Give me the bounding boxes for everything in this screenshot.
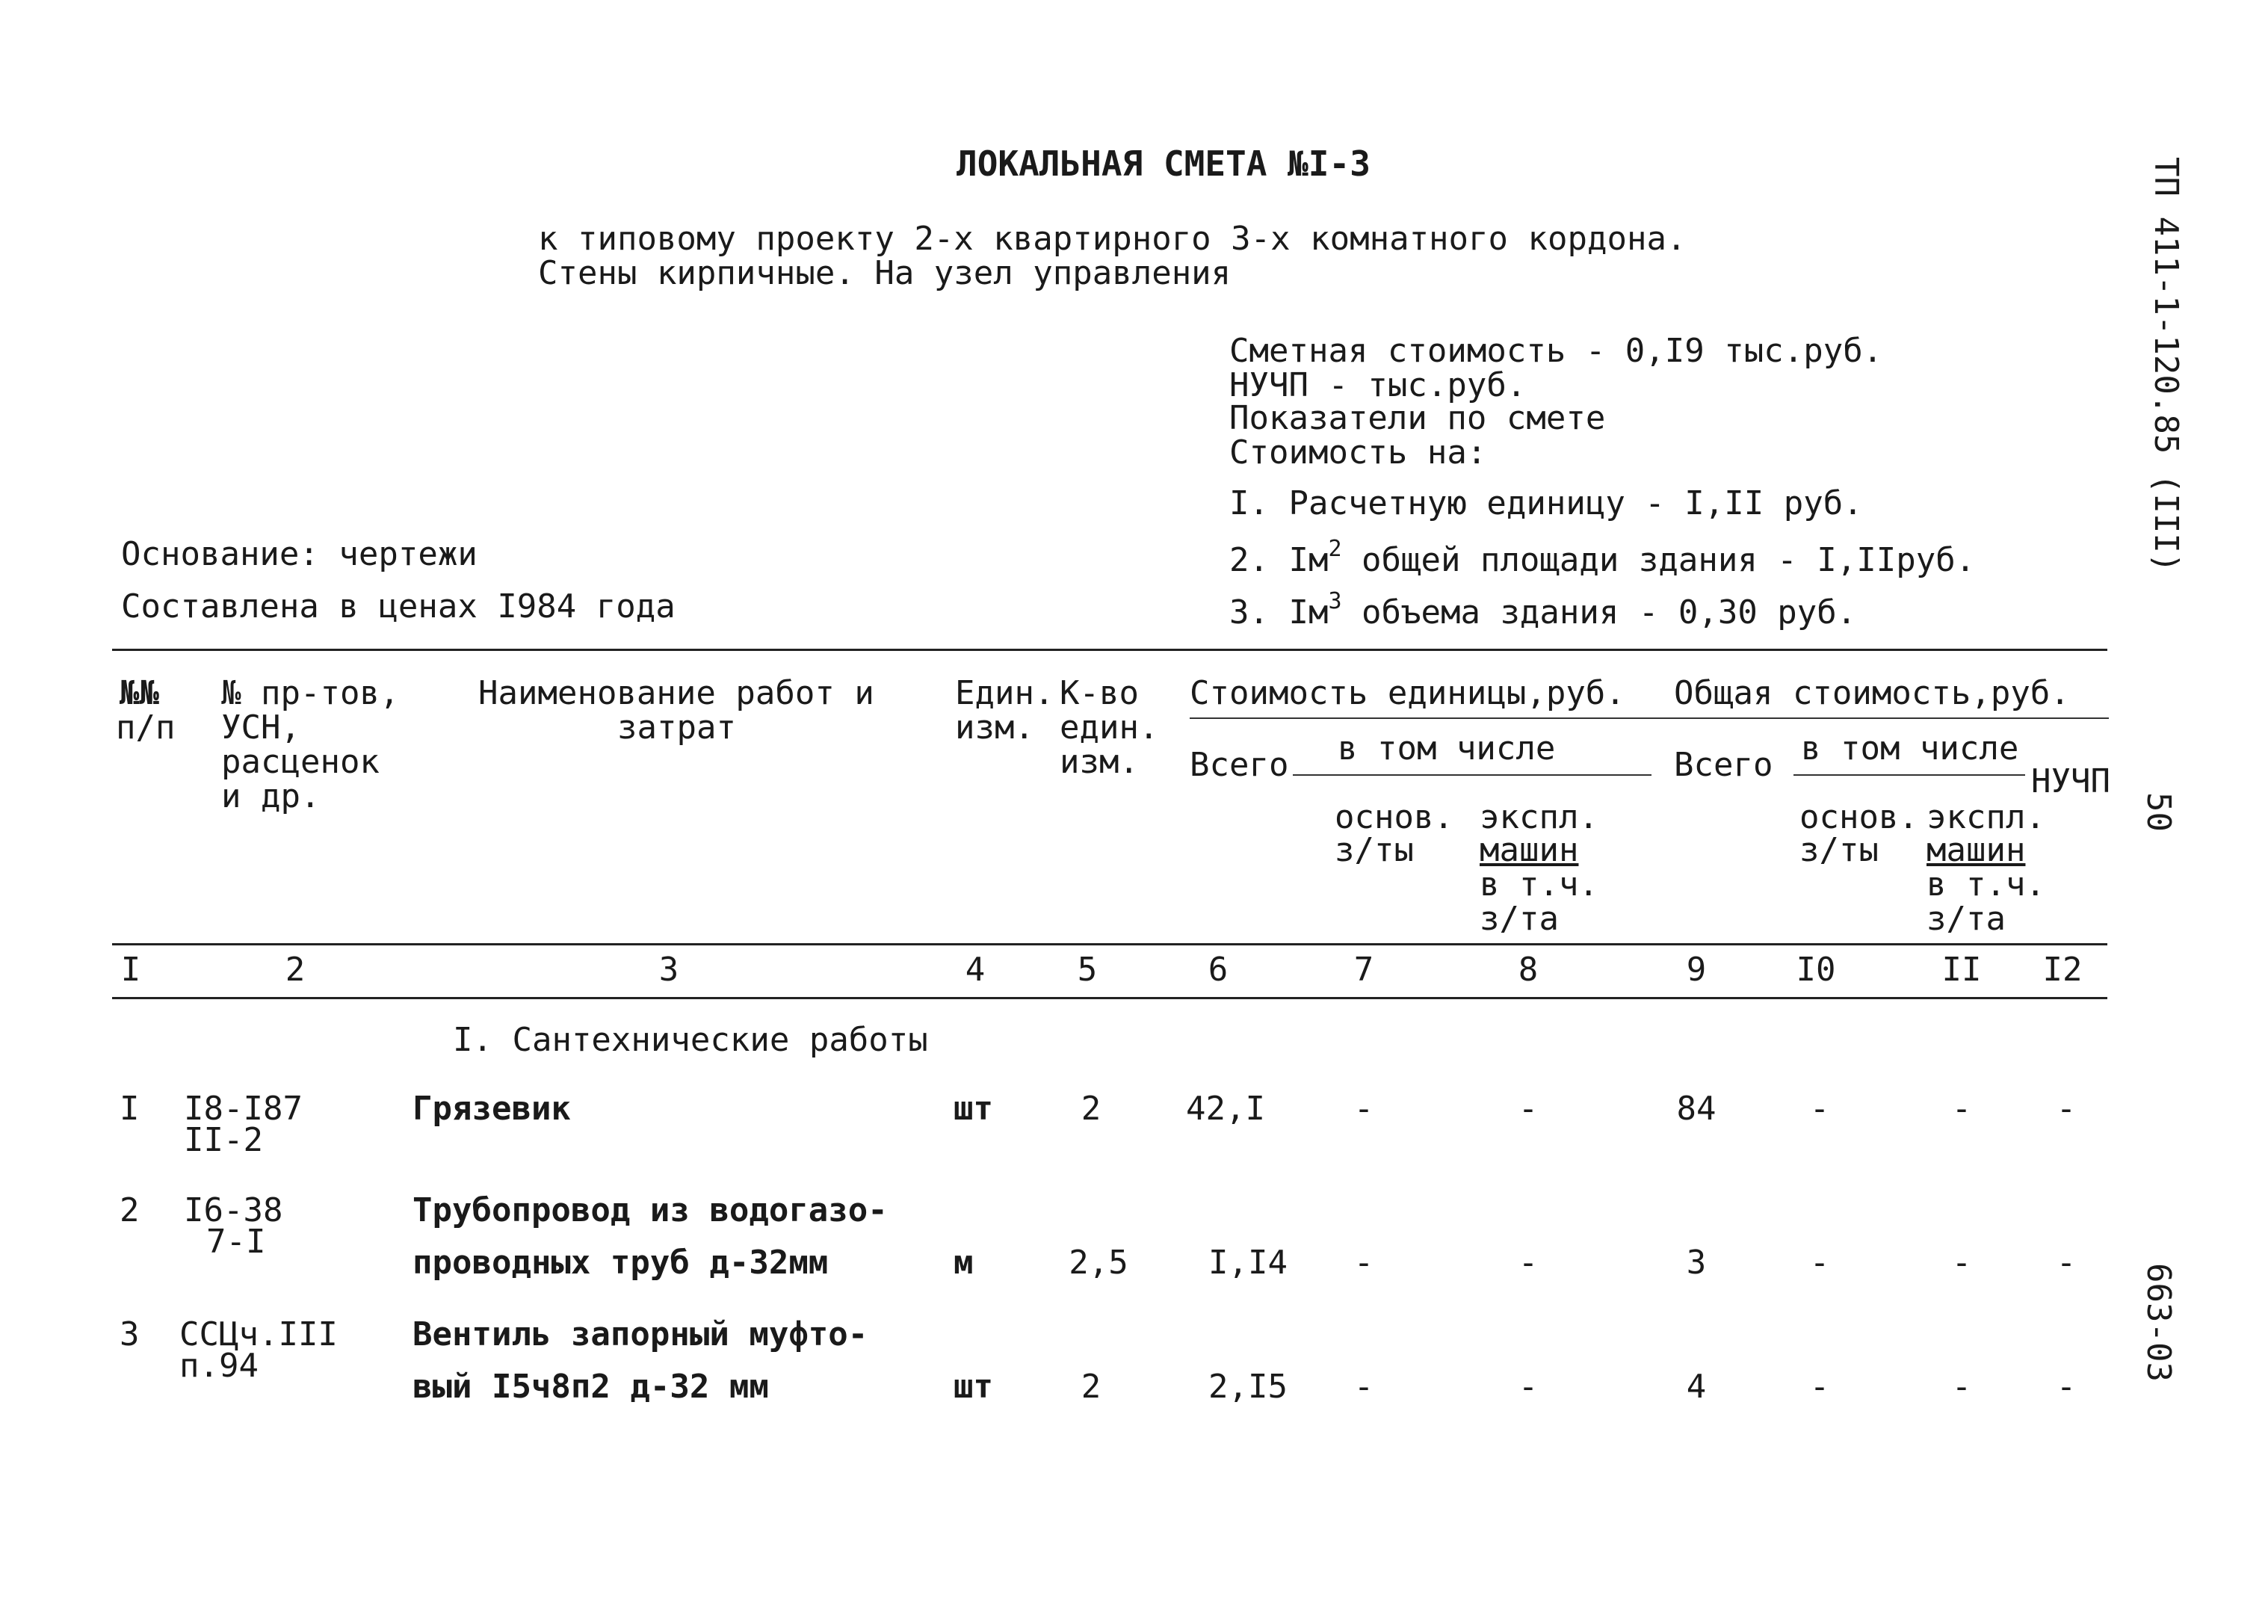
row-unit-total: I,I4 <box>1208 1244 1288 1282</box>
header-total-incl-rule <box>1793 774 2025 776</box>
row-unit-mach: - <box>1518 1090 1539 1128</box>
header-unit-ekspl: экспл. <box>1480 798 1598 836</box>
header-col3-line2: затрат <box>617 708 736 747</box>
header-col1-line2: п/п <box>116 708 176 747</box>
row-unit-wage: - <box>1353 1368 1374 1406</box>
row-total: 84 <box>1676 1090 1717 1128</box>
header-col4-line2: изм. <box>955 708 1034 747</box>
summary-indicators: Показатели по смете <box>1229 399 1606 437</box>
summary-cost-per: Стоимость на: <box>1229 433 1487 472</box>
basis-prices: Составлена в ценах I984 года <box>121 587 676 626</box>
col-number: 8 <box>1518 951 1539 989</box>
row-name-1: Вентиль запорный муфто- <box>412 1315 868 1353</box>
row-qty: 2,5 <box>1069 1244 1128 1282</box>
table-header-rule <box>112 943 2107 945</box>
header-unit-all: Всего <box>1190 746 1289 784</box>
col-number: 2 <box>285 951 306 989</box>
summary-nuchp: НУЧП - тыс.руб. <box>1229 366 1527 404</box>
row-total: 3 <box>1686 1244 1707 1282</box>
row-name-1: Грязевик <box>412 1090 571 1128</box>
row-num: 3 <box>120 1315 140 1353</box>
col-number: 3 <box>658 951 679 989</box>
row-name-2: вый I5ч8п2 д-32 мм <box>412 1368 769 1406</box>
row-nuchp: - <box>2056 1090 2077 1128</box>
header-col2-line4: и др. <box>221 777 321 815</box>
col-number: I <box>120 951 141 989</box>
col-number: 5 <box>1077 951 1098 989</box>
col-number: I0 <box>1796 951 1836 989</box>
header-col2-line1: № пр-тов, <box>221 674 400 712</box>
header-total-incl: в том числе <box>1801 729 2019 768</box>
page-number: 50 <box>2139 792 2178 832</box>
header-col2-line2: УСН, <box>221 708 300 747</box>
summary-cost: Сметная стоимость - 0,I9 тыс.руб. <box>1229 332 1883 370</box>
row-nuchp: - <box>2056 1244 2077 1282</box>
row-unit-total: 2,I5 <box>1208 1368 1288 1406</box>
row-unit-mach: - <box>1518 1244 1539 1282</box>
header-col5-line1: К-во <box>1060 674 1139 712</box>
row-total-mach: - <box>1951 1368 1972 1406</box>
row-unit-wage: - <box>1353 1244 1374 1282</box>
basis-drawings: Основание: чертежи <box>121 535 478 573</box>
row-code-2: II-2 <box>184 1121 263 1159</box>
header-cost-rule <box>1190 717 2109 719</box>
row-code-2: 7-I <box>206 1223 266 1261</box>
side-document-code: ТП 411-1-120.85 (III) <box>2147 157 2185 573</box>
col-number: II <box>1941 951 1982 989</box>
subtitle-line-2: Стены кирпичные. На узел управления <box>538 254 1232 292</box>
row-unit-total: 42,I <box>1186 1090 1265 1128</box>
row-total-mach: - <box>1951 1090 1972 1128</box>
row-num: I <box>120 1090 140 1128</box>
column-numbers-rule <box>112 997 2107 999</box>
section-heading: I. Сантехнические работы <box>453 1021 928 1059</box>
row-unit-wage: - <box>1353 1090 1374 1128</box>
header-total-ekspl: экспл. <box>1926 798 2045 836</box>
summary-line-1: I. Расчетную единицу - I,II руб. <box>1229 484 1863 522</box>
header-total-mashin: машин <box>1926 831 2026 869</box>
header-unit-zt: з/ты <box>1335 831 1414 869</box>
header-total-zt: з/ты <box>1799 831 1879 869</box>
header-col5-line3: изм. <box>1060 743 1139 781</box>
header-total-cost: Общая стоимость,руб. <box>1674 674 2070 712</box>
header-unit-mashin: машин <box>1480 831 1579 869</box>
row-total: 4 <box>1686 1368 1707 1406</box>
row-total-wage: - <box>1809 1090 1830 1128</box>
col-number: 7 <box>1353 951 1374 989</box>
header-total-osnov: основ. <box>1799 798 1918 836</box>
row-code-1: I6-38 <box>184 1191 283 1229</box>
document-title: ЛОКАЛЬНАЯ СМЕТА №I-3 <box>957 143 1371 184</box>
header-total-zta: з/та <box>1926 900 2006 938</box>
row-unit: шт <box>954 1368 993 1406</box>
header-col3-line1: Наименование работ и <box>478 674 874 712</box>
row-num: 2 <box>120 1191 140 1229</box>
col-number: 9 <box>1686 951 1707 989</box>
header-total-vtch: в т.ч. <box>1926 865 2045 904</box>
col-number: 4 <box>965 951 986 989</box>
row-unit: м <box>954 1244 974 1282</box>
subtitle-line-1: к типовому проекту 2-х квартирного 3-х комнатного кордона. <box>538 220 1687 258</box>
row-total-wage: - <box>1809 1368 1830 1406</box>
header-col5-line2: един. <box>1060 708 1159 747</box>
row-code-2: п.94 <box>179 1347 259 1385</box>
header-col2-line3: расценок <box>221 743 380 781</box>
row-name-1: Трубопровод из водогазо- <box>412 1191 888 1229</box>
row-qty: 2 <box>1081 1090 1101 1128</box>
row-name-2: проводных труб д-32мм <box>412 1244 829 1282</box>
header-unit-incl-rule <box>1293 774 1651 776</box>
header-total-all: Всего <box>1674 746 1773 784</box>
header-nuchp: НУЧП <box>2031 762 2110 800</box>
row-unit-mach: - <box>1518 1368 1539 1406</box>
col-number: 6 <box>1208 951 1229 989</box>
bottom-document-code: 663-03 <box>2139 1263 2178 1382</box>
table-top-rule <box>112 649 2107 651</box>
row-qty: 2 <box>1081 1368 1101 1406</box>
row-nuchp: - <box>2056 1368 2077 1406</box>
header-col4-line1: Един. <box>955 674 1054 712</box>
header-unit-incl: в том числе <box>1338 729 1556 768</box>
header-unit-cost: Стоимость единицы,руб. <box>1190 674 1625 712</box>
col-number: I2 <box>2042 951 2083 989</box>
summary-line-2: 2. $Iм^2$ общей площади здания - I,IIруб. <box>1229 536 1976 579</box>
header-col1-line1: №№ <box>120 674 159 712</box>
row-code-1: ССЦч.III <box>179 1315 338 1353</box>
row-total-wage: - <box>1809 1244 1830 1282</box>
header-unit-zta: з/та <box>1480 900 1559 938</box>
header-unit-osnov: основ. <box>1335 798 1453 836</box>
row-code-1: I8-I87 <box>184 1090 303 1128</box>
row-total-mach: - <box>1951 1244 1972 1282</box>
row-unit: шт <box>954 1090 993 1128</box>
header-unit-vtch: в т.ч. <box>1480 865 1598 904</box>
summary-line-3: 3. $Iм^3$ объема здания - 0,30 руб. <box>1229 588 1857 632</box>
